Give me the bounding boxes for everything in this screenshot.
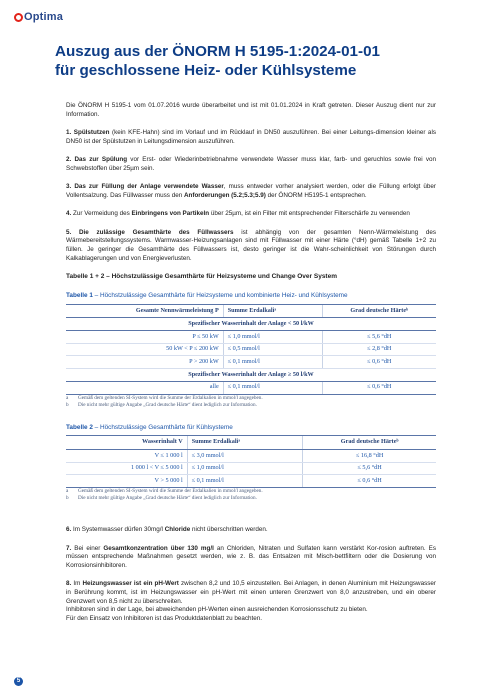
table-2-caption: [66, 424, 436, 433]
point-3-bold-2: Anforderungen (5.2;5.3;5.9): [183, 191, 266, 199]
table-1-header-alkaline: Summe Erdalkaliᵃ: [223, 304, 322, 318]
table-2-caption-text: – Höchstzulässige Gesamthärte für Kühlsysteme: [92, 423, 233, 431]
table-2-header-alkaline: Summe Erdalkaliᵃ: [187, 436, 303, 450]
table-cell: ≤ 0,5 mmol/l: [223, 343, 322, 356]
table-cell: ≤ 0,1 mmol/l: [223, 381, 322, 394]
table-2-footnote-b: [66, 495, 436, 502]
point-4-bold: Einbringens von Partikeln: [131, 210, 210, 218]
table-cell: ≤ 0,1 mmol/l: [223, 356, 322, 369]
point-8-line-3: Für den Einsatz von Inhibitoren ist das Produktdatenblatt zu beachten.: [66, 615, 263, 623]
table-cell: ≤ 5,6 °dH: [303, 462, 436, 475]
title-line-2: für geschlossene Heiz- oder Kühlsysteme: [55, 61, 357, 79]
table-cell: ≤ 0,6 °dH: [322, 381, 436, 394]
table-cell: P > 200 kW: [66, 356, 223, 369]
point-8-line-2: Inhibitoren sind in der Lage, bei abweichenden pH-Werten einen ausreichenden Korrosionsschutz zu bieten.: [66, 606, 368, 614]
point-8-text: zwischen 8,2 und 10,5 einzustellen. Bei Anlagen, in denen Aluminium mit Heizungswasser in Berührung kommt, ist im Heizungswasser ein pH-Wert mit einen unteren Grenzwert von 8,0 anzustreben, und ein oberer Grenzwert von 8,5 nicht zu überschreiten.: [66, 580, 436, 605]
table-cell: 1 000 l < V ≤ 5 000 l: [66, 462, 187, 475]
table-cell: ≤ 2,8 °dH: [322, 343, 436, 356]
table-2-header-row: [66, 436, 436, 450]
table-1-footnote-a-text: Gemäß dem geltenden SI-System wird die Summe der Erdalkalien in mmol/l angegeben.: [78, 394, 263, 401]
point-6-bold: Chloride: [164, 526, 191, 534]
intro-paragraph: Die ÖNORM H 5195-1 vom 01.07.2016 wurde überarbeitet und ist mit 01.01.2024 in Kraft getreten. Dieser Auszug dient nur zur Information.: [66, 102, 436, 118]
table-2: [66, 435, 436, 488]
table-1-section-row: [66, 318, 436, 331]
point-8-text-1: Im: [73, 580, 83, 588]
table-2-footnote-a-text: Gemäß dem geltenden SI-System wird die Summe der Erdalkalien in mmol/l angegeben.: [78, 488, 263, 495]
point-6-text-1: Im Systemwasser dürfen 30mg/l: [73, 526, 165, 534]
table-2-label: Tabelle 2: [66, 423, 93, 431]
point-2: [66, 156, 436, 173]
table-row: [66, 331, 436, 344]
table-row: [66, 450, 436, 463]
table-1-caption-text: – Höchstzulässige Gesamthärte für Heizsysteme und kombinierte Heiz- und Kühlsysteme: [92, 291, 348, 299]
table-cell: ≤ 0,1 mmol/l: [187, 475, 303, 488]
point-1-text: (kein KFE-Hahn) sind im Vorlauf und im Rücklauf in DN50 auszuführen. Bei einer Leitungs-dimension kleiner als DN50 ist der Spülstutzen in Leitungsdimension auszuführen.: [66, 129, 436, 145]
point-3-number: 3.: [66, 183, 72, 191]
table-1-header-hardness: Grad deutsche Härteᵇ: [322, 304, 436, 318]
point-1-bold: Spülstutzen: [73, 129, 110, 137]
point-3-text-2: der ÖNORM H5195-1 entsprechen.: [265, 191, 367, 199]
table-1-footnote-b: [66, 402, 436, 409]
point-4: [66, 210, 436, 219]
table-1-section-1: Spezifischer Wasserinhalt der Anlage < 50 l/kW: [66, 318, 436, 331]
table-cell: alle: [66, 381, 223, 394]
table-cell: ≤ 5,6 °dH: [322, 331, 436, 344]
footnote-mark-b: b: [66, 401, 69, 408]
table-1-header-power: Gesamte Nennwärmeleistung P: [66, 304, 223, 318]
point-7-text: an Chloriden, Nitraten und Sulfaten kann verstärkt Kor-rosion auftreten. Es müssen entsprechende Maßnahmen gesetzt werden, wie z. B. das Entsalzen mit Misch-bettfiltern oder die Dosierung von Korrosionsinhibitoren.: [66, 544, 436, 569]
table-row: [66, 356, 436, 369]
table-1-section-2: Spezifischer Wasserinhalt der Anlage ≥ 50 l/kW: [66, 369, 436, 382]
document-body: [66, 102, 436, 634]
point-7-text-1: Bei einer: [74, 544, 104, 552]
point-8-number: 8.: [66, 580, 72, 588]
footnote-mark-b: b: [66, 495, 69, 502]
point-1-number: 1.: [66, 129, 72, 137]
page-number-badge: 5: [14, 677, 23, 686]
table-1-header-row: [66, 304, 436, 318]
table-cell: ≤ 16,8 °dH: [303, 450, 436, 463]
table-cell: ≤ 3,0 mmol/l: [187, 450, 303, 463]
table-2-footnote-b-text: Die nicht mehr gültige Angabe „Grad deutsche Härte“ dient lediglich zur Information.: [78, 495, 257, 502]
point-5-bold: Die zulässige Gesamthärte des Füllwassers: [79, 228, 234, 236]
point-6-text: nicht überschritten werden.: [190, 526, 268, 534]
point-7-number: 7.: [66, 544, 72, 552]
point-2-text: vor Erst- oder Wiederinbetriebnahme verwendete Wasser muss klar, farb- und geruchlos sowie frei von Schwebstoffen über 25µm sein.: [66, 156, 437, 172]
point-7: [66, 545, 436, 571]
point-2-bold: Das zur Spülung: [74, 156, 128, 164]
footnote-mark-a: a: [66, 394, 69, 401]
table-row: [66, 462, 436, 475]
point-5-number: 5.: [66, 228, 72, 236]
point-5-text: ist abhängig von der gesamten Nenn-Wärmeleistung des Wärmebereitstellungssystems. Warmwasser-Heizungsanlagen sind mit Füllwasser mit einer Härte (°dH) gemäß Tabelle 1+2 zu füllen. Je geringer die Gesamthärte des Füllwassers ist, desto geringer ist die Wahr-scheinlichkeit von Störungen durch Kalkablagerungen und von Energieverlusten.: [66, 228, 436, 262]
point-2-number: 2.: [66, 156, 72, 164]
title-line-1: Auszug aus der ÖNORM H 5195-1:2024-01-01: [55, 43, 380, 60]
table-cell: V ≤ 1 000 l: [66, 450, 187, 463]
point-3-text: , muss entweder vorher analysiert werden, oder die Füllung erfolgt über Vollentsalzung. Das Füllwasser muss den: [66, 183, 437, 199]
logo-mark-icon: [14, 13, 23, 22]
point-6: [66, 526, 436, 535]
table-1-label: Tabelle 1: [66, 291, 93, 299]
table-cell: 50 kW < P ≤ 200 kW: [66, 343, 223, 356]
table-row: [66, 381, 436, 394]
table-1-footnote-b-text: Die nicht mehr gültige Angabe „Grad deutsche Härte“ dient lediglich zur Information.: [78, 401, 257, 408]
point-3: [66, 183, 436, 200]
table-2-header-hardness: Grad deutsche Härteᵇ: [303, 436, 436, 450]
table-row: [66, 343, 436, 356]
table-cell: ≤ 1,0 mmol/l: [187, 462, 303, 475]
point-5: [66, 229, 436, 264]
point-4-number: 4.: [66, 210, 72, 218]
table-cell: P ≤ 50 kW: [66, 331, 223, 344]
table-row: [66, 475, 436, 488]
point-4-text-1: Zur Vermeidung des: [73, 210, 132, 218]
point-6-number: 6.: [66, 526, 72, 534]
table-2-header-volume: Wasserinhalt V: [66, 436, 187, 450]
table-cell: ≤ 1,0 mmol/l: [223, 331, 322, 344]
table-1-section-row: [66, 369, 436, 382]
point-1: [66, 129, 436, 146]
point-8-bold: Heizungswasser ist ein pH-Wert: [82, 580, 179, 588]
logo-text: Optima: [24, 11, 64, 23]
point-3-bold: Das zur Füllung der Anlage verwendete Wasser: [74, 183, 224, 191]
tables-title: Tabelle 1 + 2 – Höchstzulässige Gesamthärte für Heizsysteme und Change Over System: [66, 273, 337, 281]
table-1-caption: [66, 292, 436, 301]
optima-logo: [14, 11, 63, 23]
table-1: [66, 304, 436, 395]
point-7-bold: Gesamtkonzentration über 130 mg/l: [103, 544, 214, 552]
point-4-text: über 25µm, ist ein Filter mit entsprechender Filterschärfe zu verwenden: [209, 210, 410, 218]
footnote-mark-a: a: [66, 488, 69, 495]
table-1-footnote-a: [66, 395, 436, 402]
table-cell: V > 5 000 l: [66, 475, 187, 488]
page-title: [55, 43, 455, 80]
table-cell: ≤ 0,6 °dH: [303, 475, 436, 488]
point-8: [66, 580, 436, 624]
table-cell: ≤ 0,6 °dH: [322, 356, 436, 369]
